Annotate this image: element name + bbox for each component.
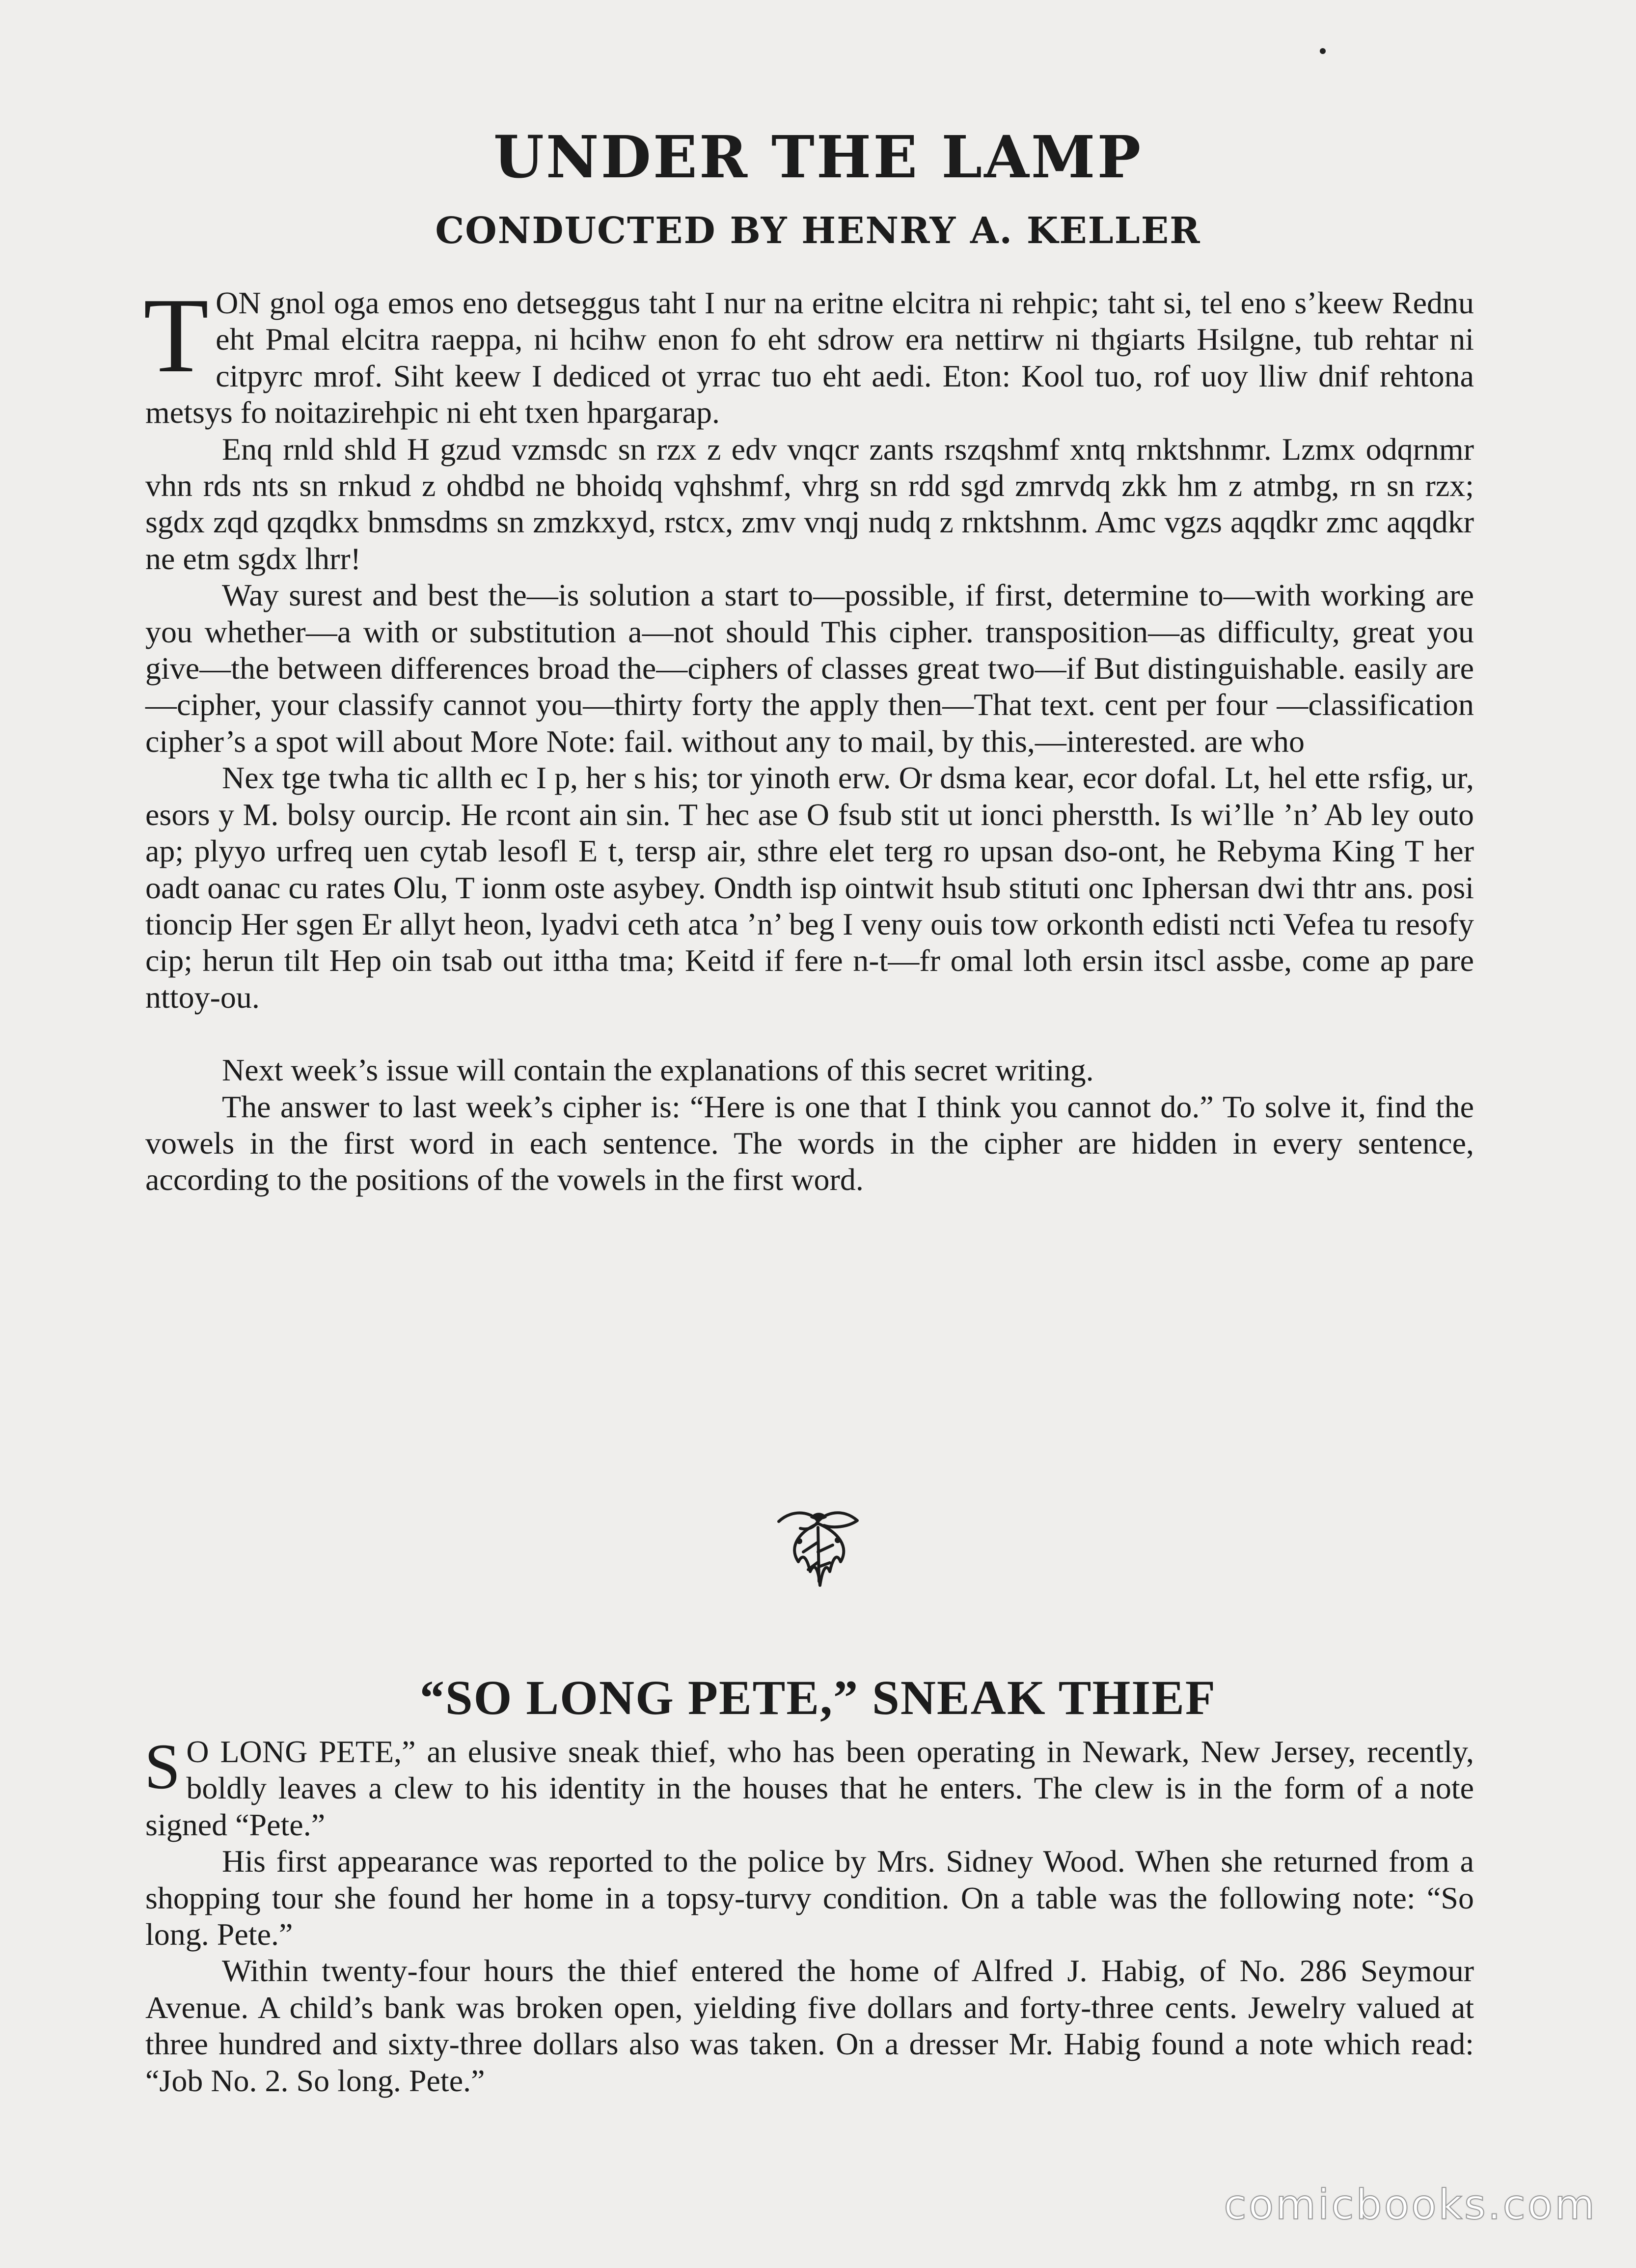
cipher-column <box>143 277 1474 1198</box>
site-watermark: comicbooks.com <box>1224 2181 1597 2229</box>
cipher-paragraph-3: Way surest and best the—is solution a start to—possible, if first, determine to—with working are you whether—a with or substitution a—not should This cipher. transposition—as difficulty, great you give—the between differences broad the—ciphers of classes great two—if But distinguishable. easily are—cipher, your classify cannot you—thirty forty the apply then—That text. cent per four —classification cipher’s a spot will about More Note: fail. without any to mail, by this,—interested. are who <box>145 578 1474 759</box>
byline: CONDUCTED BY HENRY A. KELLER <box>435 210 1201 252</box>
cipher-intro-text: ON gnol oga emos eno detseggus taht I nur na eritne elcitra ni rehpic; taht si, tel eno s’keew Rednu eht Pmal elcitra raeppa, ni hcihw enon fo eht sdrow era nettirw ni thgiarts Hsilgne, tub rehtar ni citpyrc mrof. Siht keew I dediced ot yrrac tuo eht aedi. Eton: Kool tuo, rof uoy lliw dnif rehtona metsys fo noitazirehpic ni eht txen hpargarap. <box>145 285 1474 430</box>
cipher-intro-paragraph <box>143 277 1474 431</box>
drop-cap: T <box>143 277 209 395</box>
article-intro-paragraph <box>144 1730 1474 1843</box>
ink-speck <box>1320 48 1326 54</box>
cipher-paragraph-2: Enq rnld shld H gzud vzmsdc sn rzx z edv vnqcr zants rszqshmf xntq rnktshnmr. Lzmx odqrnmr vhn rds nts sn rnkud z ohdbd ne bhoidq vqhshmf, vhrg sn rdd sgd zmrvdq zkk hm z atmbg, rn sn rzx; sgdx zqd qzqdkx bnmsdms sn zmzkxyd, rstcx, zmv vnqj nudq z rnktshnm. Amc vgzs aqqdkr zmc aqqdkr ne etm sgdx lhrr! <box>145 431 1474 576</box>
drop-cap: S <box>144 1730 181 1802</box>
paragraph-gap <box>145 1016 1474 1052</box>
cipher-paragraph-4: Nex tge twha tic allth ec I p, her s his; tor yinoth erw. Or dsma kear, ecor dofal. Lt, hel ette rsfig, ur, esors y M. bolsy ourcip. He rcont ain sin. T hec ase O fsub stit ut ionci pherstth. Is wi’lle ’n’ Ab ley outo ap; plyyo urfreq uen cytab lesofl E t, tersp air, sthre elet terg ro upsan dso-ont, he Rebyma King T her oadt oanac cu rates Olu, T ionm oste asybey. Ondth isp ointwit hsub stituti onc Iphersan dwi thtr ans. posi tioncip Her sgen Er allyt heon, lyadvi ceth atca ’n’ beg I veny ouis tow orkonth edisti ncti Vefea tu resofy cip; herun tilt Hep oin tsab out ittha tma; Keitd if fere n-t—fr omal loth ersin itscl assbe, come ap pare nttoy-ou. <box>145 760 1474 1015</box>
article-paragraph-3: Within twenty-four hours the thief entered the home of Alfred J. Habig, of No. 286 Seymour Avenue. A child’s bank was broken open, yielding five dollars and forty-three cents. Jewelry valued at three hundred and sixty-three dollars also was taken. On a dresser Mr. Habig found a note which read: “Job No. 2. So long. Pete.” <box>145 1953 1474 2098</box>
leaf-ornament-icon <box>769 1498 867 1591</box>
next-week-note: Next week’s issue will contain the explanations of this secret writing. <box>222 1052 1094 1088</box>
article-column <box>144 1730 1474 2099</box>
page-title: UNDER THE LAMP <box>493 123 1143 191</box>
answer-paragraph: The answer to last week’s cipher is: “Here is one that I think you cannot do.” To solve it, find the vowels in the first word in each sentence. The words in the cipher are hidden in every sentence, according to the positions of the vowels in the first word. <box>145 1089 1474 1197</box>
article-paragraph-2: His first appearance was reported to the police by Mrs. Sidney Wood. When she returned from a shopping tour she found her home in a topsy-turvy condition. On a table was the following note: “So long. Pete.” <box>145 1844 1474 1952</box>
article-title: “SO LONG PETE,” SNEAK THIEF <box>420 1670 1216 1725</box>
article-intro-text: O LONG PETE,” an elusive sneak thief, who has been operating in Newark, New Jersey, recently, boldly leaves a clew to his identity in the houses that he enters. The clew is in the form of a note signed “Pete.” <box>145 1734 1474 1842</box>
